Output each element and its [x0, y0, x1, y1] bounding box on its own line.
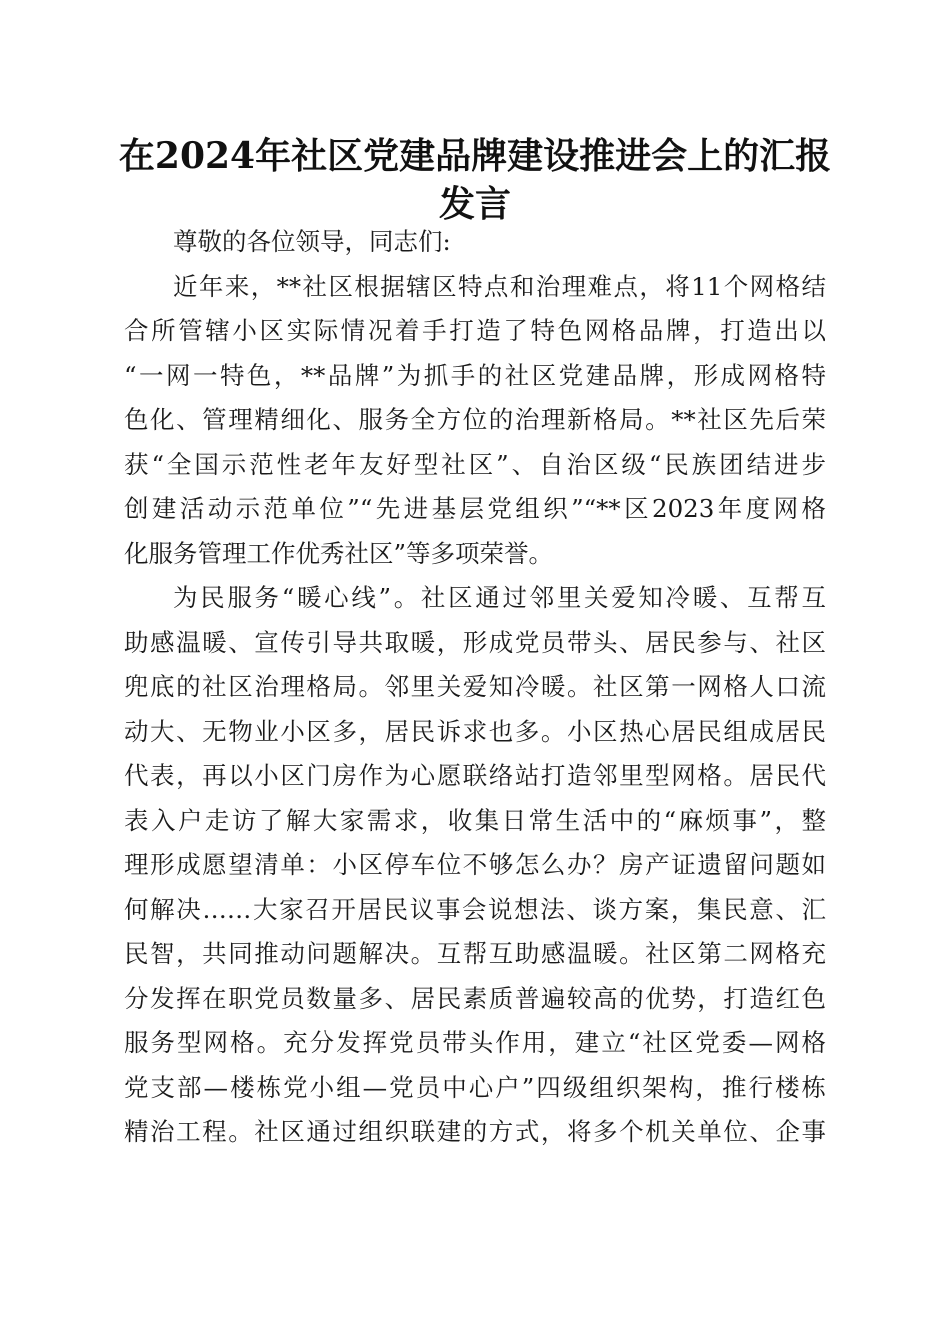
body-line: “一网一特色，**品牌”为抓手的社区党建品牌，形成网格特: [124, 360, 826, 390]
body-line: 助感温暖、宣传引导共取暖，形成党员带头、居民参与、社区: [124, 627, 826, 657]
body-line: 何解决……大家召开居民议事会说想法、谈方案，集民意、汇: [124, 894, 826, 924]
body-line: 获“全国示范性老年友好型社区”、自治区级“民族团结进步: [124, 449, 826, 479]
body-line: 民智，共同推动问题解决。互帮互助感温暖。社区第二网格充: [124, 939, 826, 968]
document-title: [110, 132, 840, 228]
body-line: 为民服务“暖心线”。社区通过邻里关爱知冷暖、互帮互: [173, 583, 826, 612]
body-line: 近年来，**社区根据辖区特点和治理难点，将11个网格结: [173, 271, 826, 301]
body-line: 合所管辖小区实际情况着手打造了特色网格品牌，打造出以: [124, 316, 826, 345]
body-line: 兜底的社区治理格局。邻里关爱知冷暖。社区第一网格人口流: [124, 672, 826, 701]
body-line: 党支部—楼栋党小组—党员中心户”四级组织架构，推行楼栋: [124, 1072, 826, 1102]
document-body: [124, 220, 826, 1155]
body-line: 分发挥在职党员数量多、居民素质普遍较高的优势，打造红色: [124, 983, 826, 1013]
body-line: 服务型网格。充分发挥党员带头作用，建立“社区党委—网格: [124, 1028, 826, 1057]
body-line: 色化、管理精细化、服务全方位的治理新格局。**社区先后荣: [124, 405, 826, 434]
body-line: 理形成愿望清单：小区停车位不够怎么办？房产证遗留问题如: [124, 850, 826, 879]
title-line-1: 在2024年社区党建品牌建设推进会上的汇报: [118, 135, 832, 177]
title-line-2: 发言: [438, 183, 511, 225]
body-line: 动大、无物业小区多，居民诉求也多。小区热心居民组成居民: [124, 716, 826, 746]
salutation: 尊敬的各位领导，同志们:: [173, 227, 451, 256]
body-line: 创建活动示范单位”“先进基层党组织”“**区2023年度网格: [124, 494, 826, 523]
body-line: 表入户走访了解大家需求，收集日常生活中的“麻烦事”，整: [124, 805, 826, 835]
body-line: 精治工程。社区通过组织联建的方式，将多个机关单位、企事: [124, 1117, 826, 1146]
body-line: 化服务管理工作优秀社区”等多项荣誉。: [124, 538, 554, 568]
body-line: 代表，再以小区门房作为心愿联络站打造邻里型网格。居民代: [124, 761, 826, 790]
